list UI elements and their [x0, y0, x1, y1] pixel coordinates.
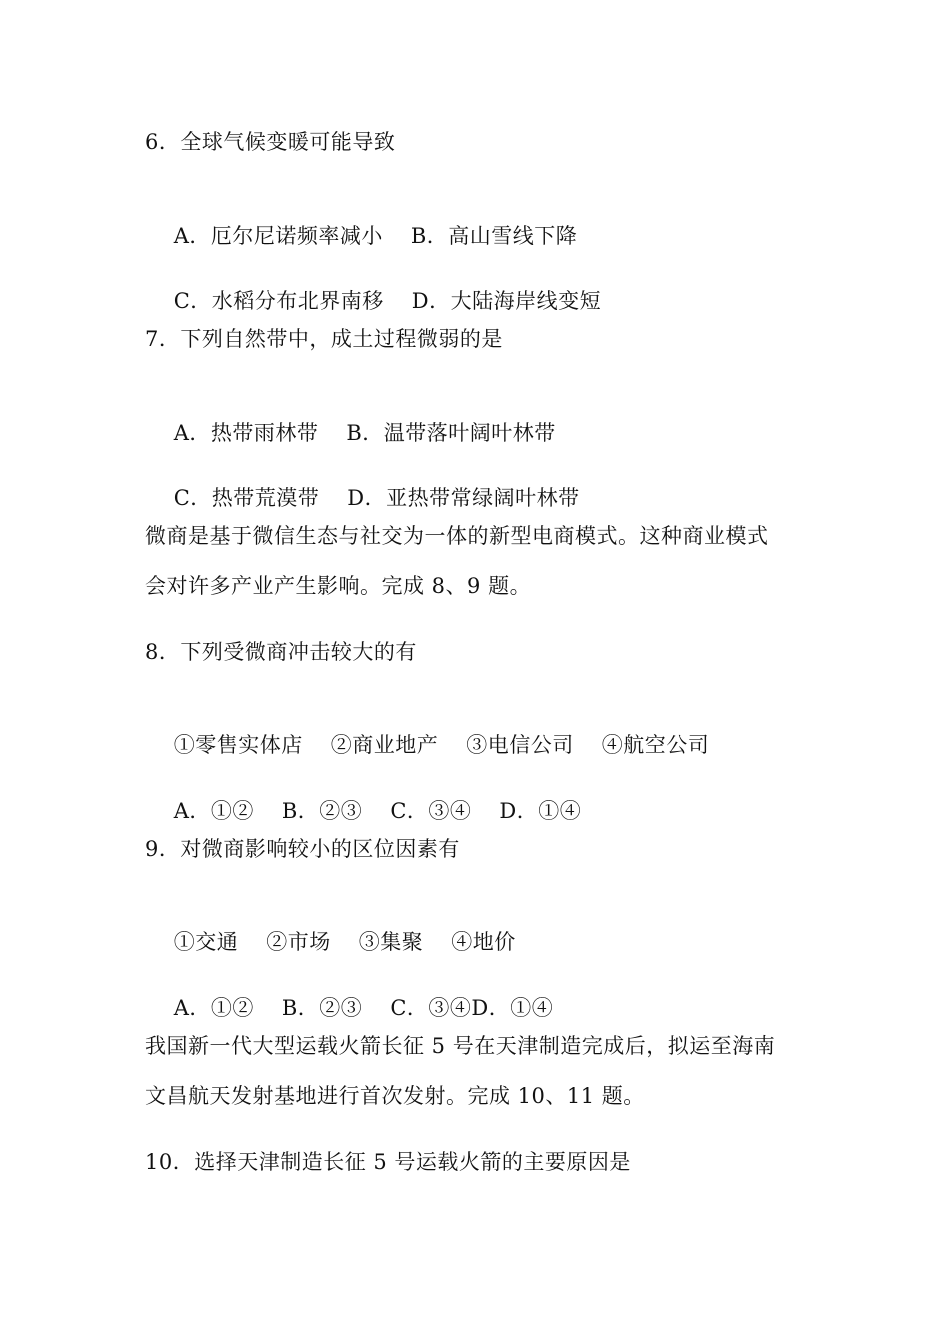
q8-option-c: C．③④ [390, 799, 472, 823]
passage1-line1: 微商是基于微信生态与社交为一体的新型电商模式。这种商业模式 [145, 524, 769, 548]
q6-stem: 6．全球气候变暖可能导致 [145, 130, 396, 154]
q10-stem: 10．选择天津制造长征 5 号运载火箭的主要原因是 [145, 1150, 631, 1174]
q9-option-b: B．②③ [281, 996, 363, 1020]
q6-option-c: C．水稻分布北界南移 [173, 289, 384, 313]
q7-option-b: B．温带落叶阔叶林带 [346, 421, 556, 445]
q8-item-4: ④航空公司 [601, 733, 710, 757]
q8-option-a: A．①② [173, 799, 254, 823]
q6-option-b: B．高山雪线下降 [410, 224, 578, 248]
q7-option-d: D．亚热带常绿阔叶林带 [347, 486, 580, 510]
q7-option-a: A．热带雨林带 [173, 421, 319, 445]
q9-option-cd: C．③④D．①④ [390, 996, 554, 1020]
q8-item-3: ③电信公司 [466, 733, 574, 757]
q9-option-a: A．①② [173, 996, 254, 1020]
q7-stem: 7．下列自然带中，成土过程微弱的是 [145, 327, 503, 351]
passage2-line2: 文昌航天发射基地进行首次发射。完成 10、11 题。 [145, 1084, 645, 1108]
q8-option-d: D．①④ [499, 799, 582, 823]
q9-item-1: ①交通 [173, 930, 239, 954]
q9-stem: 9．对微商影响较小的区位因素有 [145, 837, 460, 861]
q6-option-a: A．厄尔尼诺频率减小 [173, 224, 383, 248]
passage2-line1: 我国新一代大型运载火箭长征 5 号在天津制造完成后，拟运至海南 [145, 1034, 776, 1058]
q8-item-1: ①零售实体店 [173, 733, 303, 757]
passage1-line2: 会对许多产业产生影响。完成 8、9 题。 [145, 574, 532, 598]
q8-option-b: B．②③ [281, 799, 363, 823]
q9-item-4: ④地价 [451, 930, 516, 954]
q8-item-2: ②商业地产 [330, 733, 439, 757]
q9-item-2: ②市场 [266, 930, 331, 954]
q9-item-3: ③集聚 [358, 930, 424, 954]
q8-stem: 8．下列受微商冲击较大的有 [145, 640, 417, 664]
q6-option-d: D．大陆海岸线变短 [411, 289, 602, 313]
q7-option-c: C．热带荒漠带 [173, 486, 320, 510]
